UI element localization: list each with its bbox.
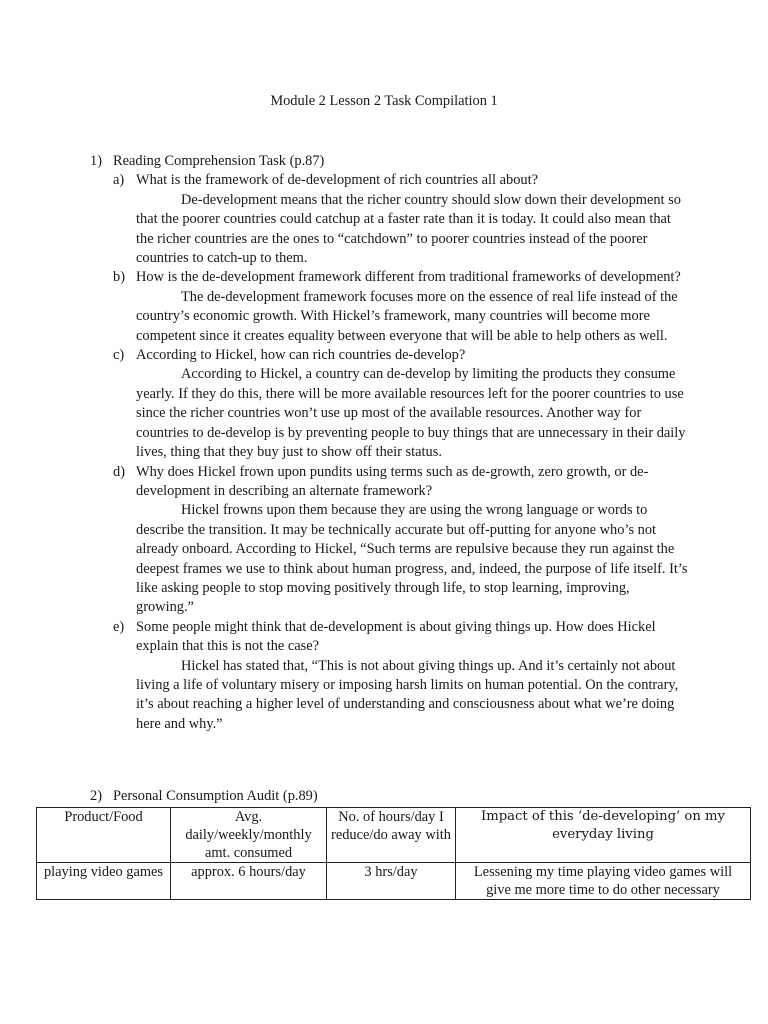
question-letter: a) bbox=[113, 172, 125, 189]
question-item-a bbox=[90, 171, 690, 268]
table-header-row bbox=[37, 808, 751, 863]
question-letter: e) bbox=[113, 618, 125, 635]
section-heading bbox=[90, 787, 690, 806]
question-text: How is the de-development framework different from traditional frameworks of development? bbox=[136, 269, 681, 286]
header-impact: Impact of this ‘de-developing’ on my everyday living bbox=[456, 808, 751, 863]
consumption-audit-section bbox=[90, 787, 690, 806]
answer-text: The de-development framework focuses more on the essence of real life instead of the country’s economic growth. With Hickel’s framework, many countries will become more competent since it creates equality between everyone that will be able to help others as well. bbox=[136, 288, 678, 344]
section-heading-text: Personal Consumption Audit (p.89) bbox=[113, 788, 318, 804]
header-product-food: Product/Food bbox=[37, 808, 171, 863]
question-text: Some people might think that de-development is about giving things up. How does Hickel explain that this is not the case? bbox=[136, 618, 656, 655]
question-item-d bbox=[90, 463, 690, 618]
answer-text: Hickel has stated that, “This is not about giving things up. And it’s certainly not about living a life of voluntary misery or imposing harsh limits on human potential. On the contrary, it’s about reaching a higher level of understanding and consciousness about what we’re doing here and why.” bbox=[136, 657, 679, 732]
section-heading bbox=[90, 152, 690, 171]
section-number: 1) bbox=[90, 153, 102, 169]
question-letter: c) bbox=[113, 347, 125, 364]
consumption-audit-table bbox=[36, 807, 751, 900]
table-cell-product: playing video games bbox=[37, 863, 171, 900]
question-letter: b) bbox=[113, 269, 125, 286]
header-avg-consumed: Avg. daily/weekly/monthly amt. consumed bbox=[171, 808, 327, 863]
table-cell-hours: 3 hrs/day bbox=[327, 863, 456, 900]
answer-text: According to Hickel, a country can de-develop by limiting the products they consume yearly. If they do this, there will be more available resources left for the poorer countries to use since the richer countries won’t use up most of the available resources. Another way for countries to de-develop is by preventing people to buy things that are unnecessary in their daily lives, thing that they buy just to show off their status. bbox=[136, 366, 686, 461]
header-hours-reduced: No. of hours/day I reduce/do away with bbox=[327, 808, 456, 863]
question-text: According to Hickel, how can rich countries de-develop? bbox=[136, 347, 466, 364]
question-item-c bbox=[90, 346, 690, 462]
question-letter: d) bbox=[113, 463, 125, 480]
question-text: What is the framework of de-development of rich countries all about? bbox=[136, 172, 538, 189]
reading-comprehension-section bbox=[90, 152, 690, 734]
answer-text: Hickel frowns upon them because they are using the wrong language or words to describe the transition. It may be technically accurate but off-putting for anyone who’s not already onboard. According to Hickel, “Such terms are repulsive because they run against the deepest frames we use to think about human progress, and, indeed, the purpose of life itself. It’s like asking people to stop moving positively through life, to stop learning, improving, growing.” bbox=[136, 502, 688, 616]
question-item-b bbox=[90, 268, 690, 346]
table-cell-impact: Lessening my time playing video games will give me more time to do other necessary bbox=[456, 863, 751, 900]
question-text: Why does Hickel frown upon pundits using terms such as de-growth, zero growth, or de-development in describing an alternate framework? bbox=[136, 463, 649, 499]
section-number: 2) bbox=[90, 788, 102, 804]
table-row bbox=[37, 863, 751, 900]
section-heading-text: Reading Comprehension Task (p.87) bbox=[113, 153, 325, 169]
page-title: Module 2 Lesson 2 Task Compilation 1 bbox=[270, 93, 498, 109]
table-cell-avg: approx. 6 hours/day bbox=[171, 863, 327, 900]
question-item-e bbox=[90, 618, 690, 734]
answer-text: De-development means that the richer country should slow down their development so that the poorer countries could catchup at a faster rate than it is today. It could also mean that the richer countries are the ones to “catchdown” to poorer countries instead of the poorer countries to catch-up to them. bbox=[136, 191, 681, 267]
